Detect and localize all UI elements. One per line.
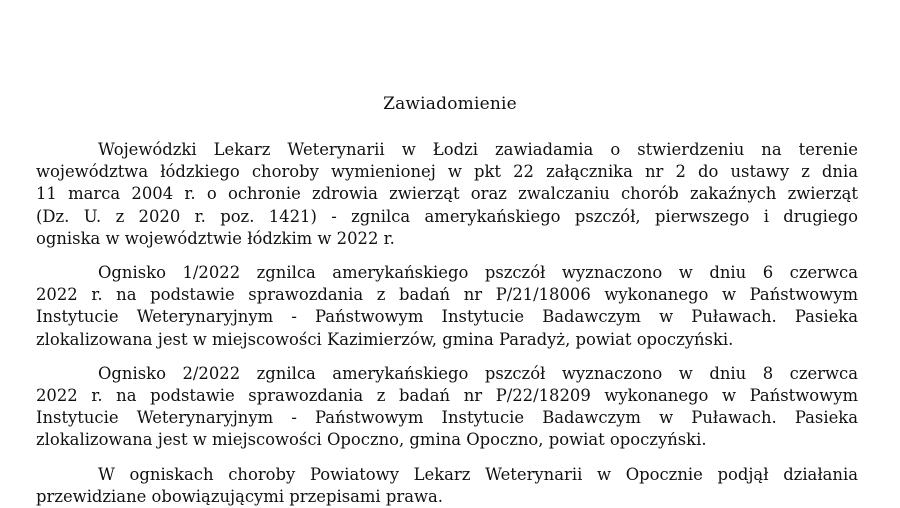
text-line: 2022 r. na podstawie sprawozdania z badań nr P/22/18209 wykonanego w Państwowym (36, 386, 858, 406)
paragraph-notice-intro (36, 139, 858, 250)
text-line: Instytucie Weterynaryjnym - Państwowym Instytucie Badawczym w Puławach. Pasieka (36, 408, 858, 428)
text-line: Ognisko 1/2022 zgnilca amerykańskiego pszczół wyznaczono w dniu 6 czerwca (98, 263, 858, 283)
text-line: 2022 r. na podstawie sprawozdania z badań nr P/21/18006 wykonanego w Państwowym (36, 285, 858, 305)
paragraph-outbreak-1 (36, 262, 858, 351)
text-line: zlokalizowana jest w miejscowości Opoczno, gmina Opoczno, powiat opoczyński. (36, 430, 707, 450)
text-line: 11 marca 2004 r. o ochronie zdrowia zwierząt oraz zwalczaniu chorób zakaźnych zwierząt (36, 184, 858, 204)
paragraph-actions (36, 464, 858, 508)
text-line: Ognisko 2/2022 zgnilca amerykańskiego pszczół wyznaczono w dniu 8 czerwca (98, 363, 858, 383)
text-line: Wojewódzki Lekarz Weterynarii w Łodzi zawiadamia o stwierdzeniu na terenie (98, 140, 858, 159)
text-line: przewidziane obowiązującymi przepisami prawa. (36, 486, 443, 506)
text-line: zlokalizowana jest w miejscowości Kazimierzów, gmina Paradyż, powiat opoczyński. (36, 329, 734, 349)
text-line: W ogniskach choroby Powiatowy Lekarz Weterynarii w Opocznie podjął działania (98, 464, 858, 484)
text-line: województwa łódzkiego choroby wymienionej w pkt 22 załącznika nr 2 do ustawy z dnia (36, 162, 858, 182)
text-line: ogniska w województwie łódzkim w 2022 r. (36, 228, 395, 248)
document-body (36, 139, 858, 508)
text-line: (Dz. U. z 2020 r. poz. 1421) - zgnilca amerykańskiego pszczół, pierwszego i drugiego (36, 206, 858, 226)
document-title: Zawiadomienie (383, 94, 517, 114)
text-line: Instytucie Weterynaryjnym - Państwowym Instytucie Badawczym w Puławach. Pasieka (36, 307, 858, 327)
paragraph-outbreak-2 (36, 363, 858, 452)
